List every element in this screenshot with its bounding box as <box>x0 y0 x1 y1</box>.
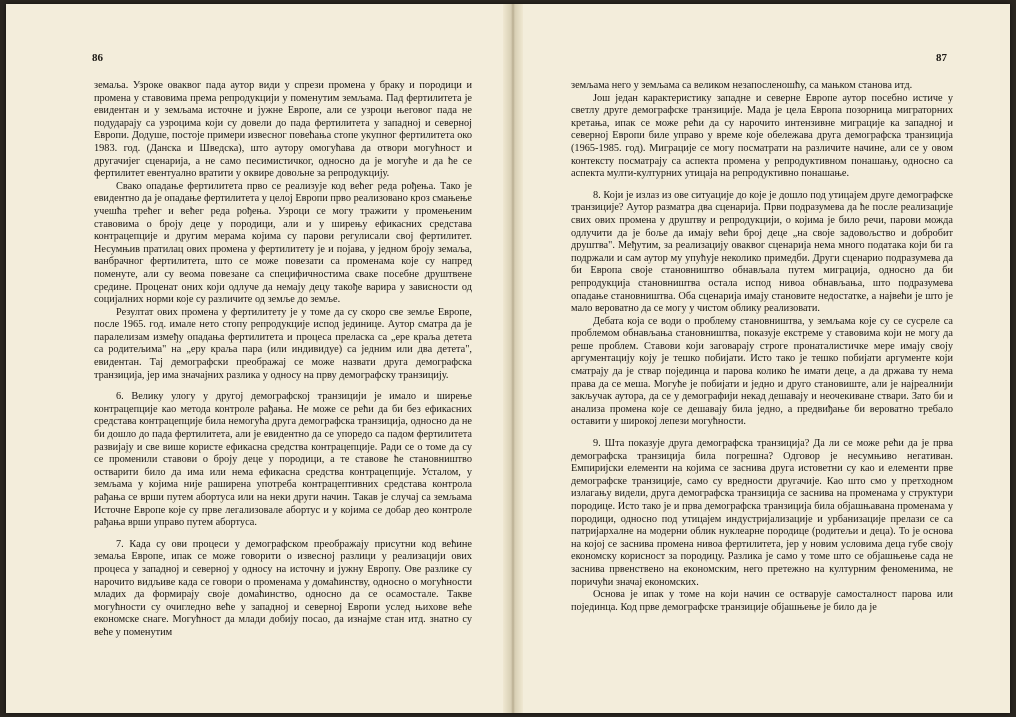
paragraph: земаља. Узроке оваквог пада аутор види у спрези промена у браку и породици и промена у ставовима према репродукцији у поменутим земљама. Пад фертилитета је евидентан и у земљама источне и јужне Европе, али се узроци његовог пада не подударају са узроцима који су довели до пада фертилитета у западној и северној Европи. Додуше, постоје примери извесног повећања стопе укупног фертилитета око 1983. год. (Данска и Шведска), што аутору омогућава да отвори могућност и другачијег сценарија, а не само песимистичког, односно да је могуће и да ће се фертилитет евентуално вратити у оквире довољне за репродукцију. <box>94 80 472 180</box>
paragraph: 7. Када су ови процеси у демографском преображају присутни код већине земаља Европе, ипак се може говорити о извесној разлици у реализацији ових процеса у западној и северној у односу на источну и јужну Европу. Ове разлике су нарочито видљиве када се говори о променама у домаћинству, односно о могућности младих да формирају своје домаћинство, односно да се осамостале. Такве могућности су очигледно веће у западној и северној Европи услед њихове веће економске снаге. Могућност да млади добију посао, да изнајме стан итд. знатно су веће у поменутим <box>94 538 472 638</box>
page-number: 86 <box>92 52 103 64</box>
paragraph: Још један карактеристику западне и северне Европе аутор посебно истиче у светлу друге демографске транзиције. Мада је цела Европа позорница миграторних кретања, ипак се може рећи да су нарочито интензивне миграције ка западној и северној Европи биле управо у време које обележава друга демографска транзиција (1965-1985. год). Миграције се могу посматрати на различите начине, али се у овом контексту посматрају са аспекта промена у репродуктивном понашању, односно са аспекта мулти-културних утицаја на репродуктивно понашање. <box>571 92 953 180</box>
book-gutter <box>503 4 523 713</box>
paragraph: 6. Велику улогу у другој демографској транзицији је имало и ширење контрацепције као метода контроле рађања. Не може се рећи да би без ефикасних средстава контрацепције била немогућа друга демографска транзиција, односно да не би дошло до пада фертилитета, али је евидентно да се упоредо са падом фертилитета развијају и све више користе ефикасна средства контрацепције. Ради се о томе да су се променили ставови о броју деце у породици, а те ставове ће становништво остварити било да има или нема ефикасна средства контрацепције. Усталом, у земљама у којима није раширена употреба контрацептивних средстава контрола рађања се врши путем абортуса или на неки други начин. Такав је случај са земљама Источне Европе које су прве легализовале абортус и у којима се добар део контроле рађања врши управо путем абортуса. <box>94 391 472 529</box>
paragraph: Резултат ових промена у фертилитету је у томе да су скоро све земље Европе, после 1965. год. имале нето стопу репродукције испод јединице. Аутор сматра да је паралелизам између опадања фертилитета и процеса преласка са „ере краља детета са родитељима" на „еру краља пара (или индивидуе) са једним или два детета", евидентан. Тај демографски преображај се може назвати друга демографска транзиција, јер има значајних разлика у односу на прву демографску транзицију. <box>94 306 472 381</box>
page-body <box>571 80 953 614</box>
left-page <box>6 4 506 713</box>
right-page <box>523 4 1010 713</box>
page-number: 87 <box>936 52 947 64</box>
paragraph: 9. Шта показује друга демографска транзиција? Да ли се може рећи да је прва демографска транзиција била погрешна? Одговор је несумњиво негативан. Емпиријски елементи на којима се заснива друга истоветни су као и елементи прве демографске транзиције, само су вредности другачије. Као што смо у претходном излагању видели, друга демографска транзиција се заснива на променама у структури породице. Исто тако је и прва демографска транзиција била објашњавана променама у породици, односно под утицајем индустријализације и урбанизације прелази се са патријархалне на модерни облик нуклеарне породице (родитељи и деца). То је основа на којој се заснива промена нивоа фертилитета, јер у новим условима деца губе своју економску корисност за породицу. Разлика је само у томе што се објашњење сада не заснива првенствено на економским, него претежно на културним феноменима, не поричући значај економских. <box>571 438 953 588</box>
paragraph: 8. Који је излаз из ове ситуације до које је дошло под утицајем друге демографске транзиције? Аутор разматра два сценарија. Први подразумева да ће после реализације свих ових промена у друштву и репродукцији, о којима је било речи, парови можда одлучити да је боље да имају већи број деце „на своје задовољство и добробит друштва". Међутим, за реализацију оваквог сценарија нема много података који би га подржали и сам аутор му упућује неколико примедби. Други сценарио подразумева да би Европа своје становништво обнављала путем миграција, односно да би репродукција становништва остала испод нивоа обнављања, што подразумева опадање становништва. Оба сценарија имају становите недостатке, а највећи је што је мало вероватно да се могу у чистом облику реализовати. <box>571 189 953 315</box>
paragraph: Основа је ипак у томе на који начин се остварује самосталност парова или појединца. Код прве демографске транзиције објашњење је било да је <box>571 589 953 613</box>
page-body <box>94 80 472 640</box>
paragraph: земљама него у земљама са великом незапосленошћу, са мањком станова итд. <box>571 80 913 91</box>
paragraph: Дебата која се води о проблему становништва, у земљама које су се сусреле са проблемом обнављања становништва, показује екстреме у ставовима који не могу да реше проблем. Ставови који заговарају строге пронаталистичке мере имају своју аргументацију коју је тешко побијати. Исто тако је тешко побијати аргументе који сматрају да је ствар појединца и парова колико ће имати деце, а да држава ту нема права да се меша. Могуће је побијати и једно и друго становиште, али је најреалнији закључак аутора, да се у демографији некад дешавају и неочекиване ствари. Зато би и анализа промена које се дешавају била једно, а предвиђање би вероватно требало оставити у широкој лепези могућности. <box>571 315 953 428</box>
book-spread <box>6 4 1010 713</box>
paragraph: Свако опадање фертилитета прво се реализује код већег реда рођења. Тако је евидентно да је опадање фертилитета у целој Европи прво реализовано кроз смањење учешћа трећег и већег реда рођења. Узроци се могу тражити у промењеним ставовима о броју деце у породици, али и у ширењу ефикасних средстава контрацепције и другим мерама којима су парови регулисали свој фертилитет. Несумњив пратилац ових промена у фертилитету је и појава, у једном броју земаља, ванбрачног фертилитета, што се може повезати са променама које су напред поменуте, али су веома повезане са специфичностима сваке посебне друштвене средине. Проценат оних који одлуче да немају децу такође варира у зависности од социјалних норми које су различите од земље до земље. <box>94 180 472 306</box>
